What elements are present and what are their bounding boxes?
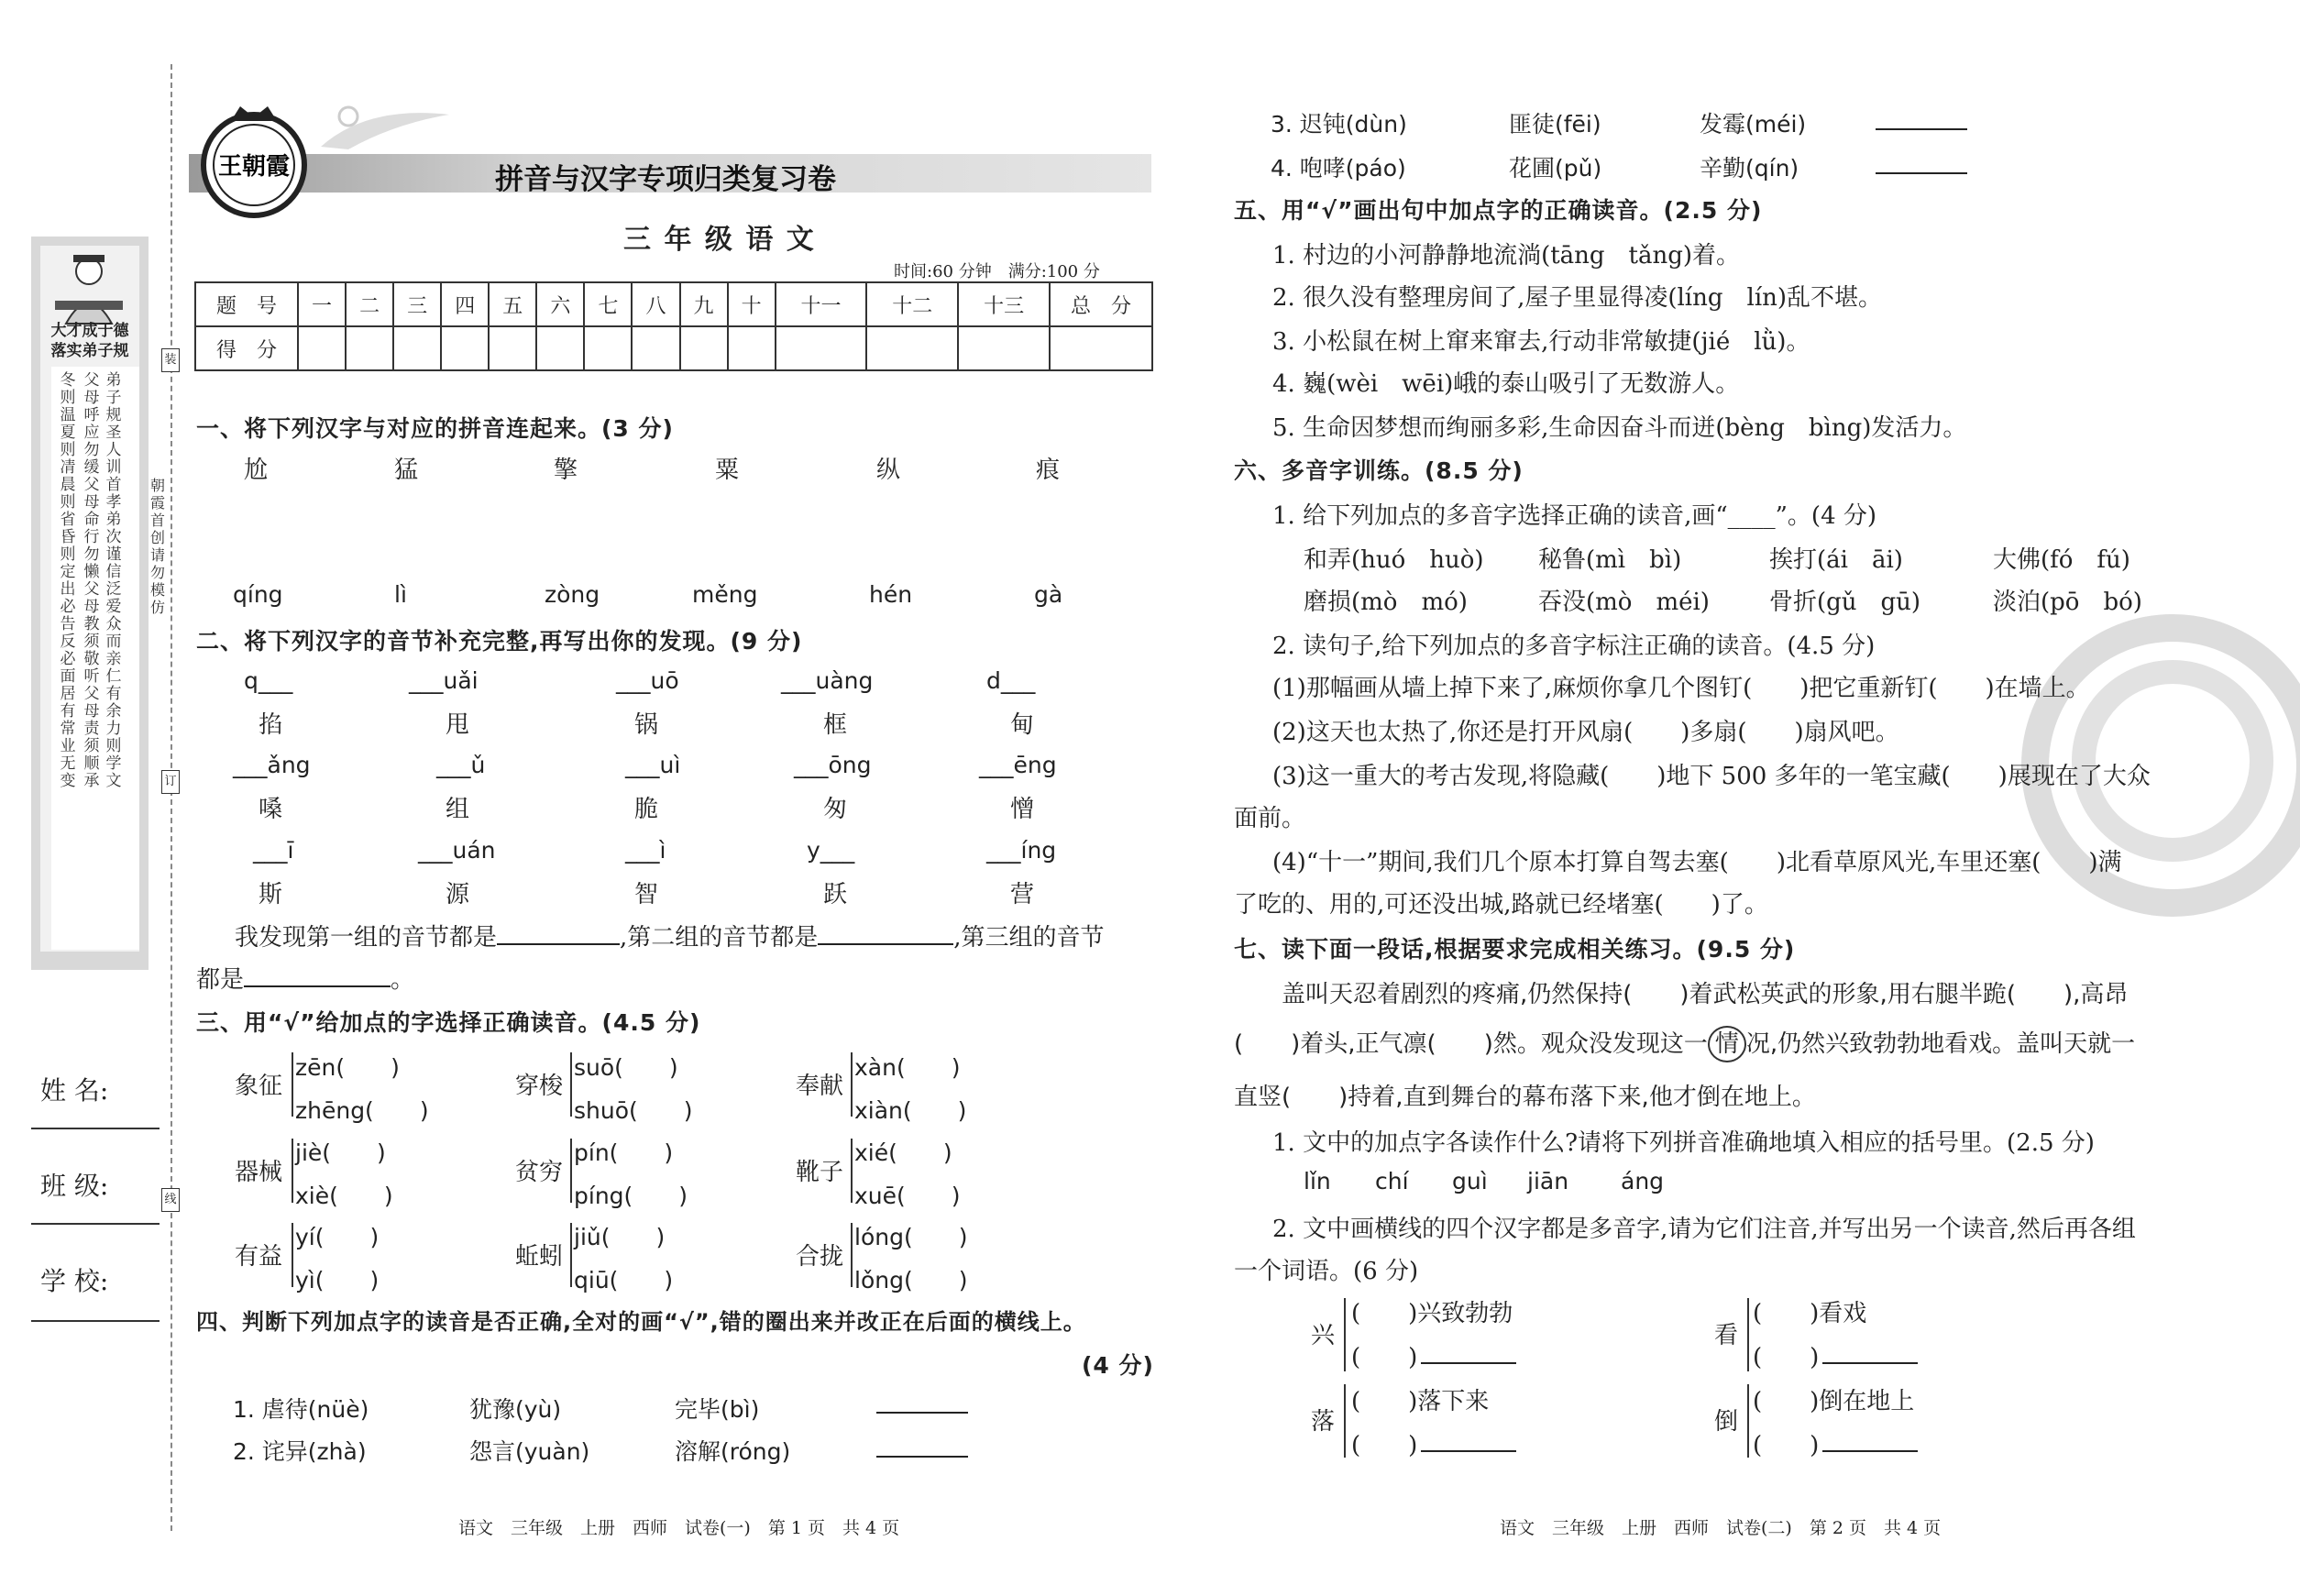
s3-option[interactable]: yì( )	[295, 1267, 380, 1293]
s3-option[interactable]: jiǔ( )	[574, 1224, 666, 1250]
score-header-cell: 五	[489, 282, 536, 326]
s4-item: 1. 虐待(nüè)	[233, 1396, 369, 1423]
s7-question-1: 1. 文中的加点字各读作什么?请将下列拼音准确地填入相应的括号里。(2.5 分)	[1272, 1129, 2095, 1157]
name-label: 姓 名:	[40, 1075, 109, 1106]
s2-finding-text: ,第二组的音节都是	[620, 924, 819, 952]
s7-pinyin: chí	[1375, 1168, 1409, 1194]
s2-char: 智	[634, 881, 659, 908]
s7-word-blank[interactable]	[1421, 1362, 1516, 1364]
score-row-label: 得 分	[195, 326, 298, 370]
s7-pinyin: jiān	[1527, 1168, 1569, 1194]
s7-polyphone-char: 落	[1311, 1408, 1336, 1436]
copyright-note: 朝霞首创 请勿模仿	[150, 477, 181, 616]
section-4-title: 四、判断下列加点字的读音是否正确,全对的画“√”,错的圈出来并改正在后面的横线上。	[196, 1309, 1086, 1335]
s2-syllable[interactable]: ___uì	[625, 752, 681, 778]
s3-word: 靴子	[796, 1159, 844, 1186]
s3-brace	[851, 1223, 853, 1287]
rules-table	[51, 367, 139, 950]
s2-finding-line	[235, 919, 1105, 952]
s3-option[interactable]: yí( )	[295, 1224, 380, 1250]
section-3-title: 三、用“√”给加点的字选择正确读音。(4.5 分)	[196, 1009, 701, 1036]
s7-brace	[1344, 1384, 1346, 1458]
s3-word: 贫穷	[515, 1159, 564, 1186]
s3-word-text: 象征	[235, 1073, 283, 1100]
score-header-cell: 四	[441, 282, 489, 326]
s2-syllable[interactable]: ___ǎng	[233, 752, 311, 778]
score-input-cell[interactable]	[346, 326, 393, 370]
s3-brace	[570, 1223, 572, 1287]
s7-answer[interactable]: ( )落下来	[1351, 1388, 1490, 1415]
s3-option[interactable]: suō( )	[574, 1054, 678, 1081]
motto-line-1: 大才成于德	[50, 322, 129, 340]
s6-question-1: 1. 给下列加点的多音字选择正确的读音,画“____”。(4 分)	[1272, 502, 1877, 530]
s2-syllable[interactable]: q___	[244, 667, 293, 694]
s7-answer[interactable]: ( )	[1753, 1344, 1820, 1371]
score-input-cell[interactable]	[298, 326, 346, 370]
s7-passage[interactable]: 盖叫天忍着剧烈的疼痛,仍然保持( )着武松英武的形象,用右腿半跪( ),高昂	[1282, 981, 2129, 1008]
s2-finding-text: ,第三组的音节	[953, 924, 1105, 952]
s3-brace	[851, 1052, 853, 1117]
class-line[interactable]	[31, 1223, 160, 1225]
s4-item: 发霉(méi)	[1700, 111, 1807, 138]
s4-item: 匪徒(fēi)	[1509, 111, 1601, 138]
s7-brace	[1747, 1384, 1749, 1458]
s7-brace	[1344, 1298, 1346, 1371]
footer-page-2: 语文 三年级 上册 西师 试卷(二) 第 2 页 共 4 页	[1500, 1518, 1942, 1538]
s6-word[interactable]: 挨打(ái āi)	[1769, 546, 1903, 574]
s7-passage-text: ( )着头,正气凛( )然。观众没发现这一	[1234, 1030, 1708, 1058]
s4-item: 犹豫(yù)	[469, 1396, 562, 1423]
s7-question-2: 2. 文中画横线的四个汉字都是多音字,请为它们注音,并写出另一个读音,然后再各组	[1272, 1216, 2136, 1243]
s4-item: 4. 咆哮(páo)	[1271, 155, 1406, 182]
s2-char: 匆	[823, 796, 848, 823]
s2-syllable[interactable]: ___uán	[418, 837, 496, 864]
section-5-title: 五、用“√”画出句中加点字的正确读音。(2.5 分)	[1234, 197, 1763, 224]
s7-pinyin: lǐn	[1304, 1168, 1331, 1194]
s3-word-text: 穿梭	[515, 1073, 564, 1100]
score-input-cell[interactable]	[489, 326, 536, 370]
score-input-cell[interactable]	[866, 326, 958, 370]
s6-word[interactable]: 大佛(fó fú)	[1993, 546, 2130, 574]
s3-option[interactable]: xàn( )	[854, 1054, 961, 1081]
s7-passage-line-2[interactable]	[1234, 1025, 2135, 1062]
s3-word: 合拢	[796, 1243, 844, 1271]
s4-answer-blank[interactable]	[876, 1456, 968, 1458]
s7-answer[interactable]: ( )兴致勃勃	[1351, 1300, 1513, 1327]
s3-brace	[292, 1223, 293, 1287]
s2-char: 框	[823, 711, 848, 739]
s2-syllable[interactable]: ___ì	[625, 837, 666, 864]
s3-option[interactable]: shuō( )	[574, 1097, 693, 1124]
s3-option[interactable]: lóng( )	[854, 1224, 968, 1250]
s4-item: 完毕(bì)	[675, 1396, 760, 1423]
s1-char: 纵	[876, 457, 901, 484]
score-header-cell: 七	[584, 282, 632, 326]
s6-word[interactable]: 和弄(huó huò)	[1304, 546, 1484, 574]
score-table-header-row	[195, 282, 1152, 326]
subtitle: 三 年 级 语 文	[623, 224, 816, 256]
s7-polyphone-char: 看	[1714, 1322, 1739, 1349]
s2-char: 嗓	[259, 796, 283, 823]
s2-char: 组	[446, 796, 470, 823]
s6-word[interactable]: 磨损(mò mó)	[1304, 589, 1468, 616]
seal-mark-2: 订	[161, 770, 180, 794]
binding-line	[171, 64, 172, 1531]
s4-item: 花圃(pǔ)	[1509, 155, 1602, 182]
s4-answer-blank[interactable]	[1876, 128, 1967, 130]
s7-brace	[1747, 1298, 1749, 1371]
s1-pinyin: hén	[869, 581, 913, 608]
s2-char: 甩	[446, 711, 470, 739]
score-header-cell: 九	[680, 282, 728, 326]
s2-answer-blank[interactable]	[244, 985, 391, 987]
s3-word: 有益	[235, 1243, 283, 1271]
s4-answer-blank[interactable]	[1876, 172, 1967, 174]
s1-pinyin: gà	[1034, 581, 1063, 608]
s2-char: 斯	[259, 881, 283, 908]
ribbon-decoration-icon	[312, 96, 458, 151]
s3-brace	[292, 1052, 293, 1117]
motto-line-2: 落实弟子规	[50, 342, 129, 360]
s4-item: 怨言(yuàn)	[469, 1438, 590, 1465]
s3-option[interactable]: xuē( )	[854, 1183, 961, 1209]
seal-mark-1: 装	[161, 348, 180, 372]
s5-line: 5. 生命因梦想而绚丽多彩,生命因奋斗而迸(bèng bìng)发活力。	[1272, 414, 1967, 442]
school-label: 学 校:	[40, 1266, 109, 1296]
score-header-cell: 三	[393, 282, 441, 326]
s6-sentence[interactable]: (4)“十一”期间,我们几个原本打算自驾去塞( )北看草原风光,车里还塞( )满	[1272, 849, 2122, 876]
s3-option[interactable]: zēn( )	[295, 1054, 400, 1081]
s3-word	[796, 1067, 843, 1101]
score-header-cell: 八	[632, 282, 679, 326]
s7-passage-text: 况,仍然兴致勃勃地看戏。盖叫天就一	[1745, 1030, 2136, 1058]
s2-finding-text: 。	[391, 966, 415, 994]
s1-pinyin: qíng	[233, 581, 283, 608]
score-input-cell[interactable]	[632, 326, 679, 370]
s3-brace	[570, 1052, 572, 1117]
s2-syllable[interactable]: d___	[986, 667, 1036, 694]
s7-word-blank[interactable]	[1822, 1362, 1918, 1364]
s3-option[interactable]: xiàn( )	[854, 1097, 967, 1124]
score-header-cell: 六	[536, 282, 584, 326]
s2-char: 甸	[1010, 711, 1035, 739]
s6-sentence-cont[interactable]: 了吃的、用的,可还没出城,路就已经堵塞( )了。	[1234, 891, 1768, 919]
s2-char: 脆	[634, 796, 659, 823]
s6-word[interactable]: 淡泊(pō bó)	[1993, 589, 2142, 616]
s6-word[interactable]: 骨折(gǔ gū)	[1769, 589, 1921, 616]
s7-answer[interactable]: ( )	[1753, 1432, 1820, 1459]
s2-syllable[interactable]: y___	[807, 837, 855, 864]
s7-answer[interactable]: ( )	[1351, 1432, 1418, 1459]
s5-line: 3. 小松鼠在树上窜来窜去,行动非常敏捷(jié lǜ)。	[1272, 328, 1810, 356]
s7-answer[interactable]: ( )看戏	[1753, 1300, 1867, 1327]
score-input-cell[interactable]	[584, 326, 632, 370]
s1-char: 痕	[1036, 457, 1061, 484]
score-input-cell[interactable]	[680, 326, 728, 370]
s2-char: 锅	[634, 711, 659, 739]
s2-char: 源	[446, 881, 470, 908]
s1-pinyin: zòng	[545, 581, 600, 608]
s2-syllable[interactable]: ___íng	[986, 837, 1057, 864]
score-header-cell: 总 分	[1050, 282, 1152, 326]
s3-brace	[292, 1139, 293, 1203]
s1-char: 擎	[554, 457, 578, 484]
s2-syllable[interactable]: ___ǔ	[436, 752, 486, 778]
s6-sentence-cont: 面前。	[1234, 805, 1306, 832]
s6-sentence[interactable]: (3)这一重大的考古发现,将隐藏( )地下 500 多年的一笔宝藏( )展现在了大众	[1272, 763, 2151, 790]
s3-option[interactable]: qiū( )	[574, 1267, 674, 1293]
score-header-cell: 题 号	[195, 282, 298, 326]
s2-finding-text: 我发现第一组的音节都是	[235, 924, 498, 952]
section-1-title: 一、将下列汉字与对应的拼音连起来。(3 分)	[196, 415, 674, 442]
s2-syllable[interactable]: ___ī	[253, 837, 294, 864]
s7-answer[interactable]: ( )倒在地上	[1753, 1388, 1915, 1415]
s2-syllable[interactable]: ___uàng	[781, 667, 874, 694]
s2-answer-blank[interactable]	[818, 943, 953, 945]
s2-syllable[interactable]: ___ōng	[794, 752, 872, 778]
s7-word-blank[interactable]	[1822, 1450, 1918, 1452]
s4-answer-blank[interactable]	[876, 1412, 968, 1414]
s7-word-blank[interactable]	[1421, 1450, 1516, 1452]
logo-text: 王朝霞	[217, 153, 291, 181]
section-6-title: 六、多音字训练。(8.5 分)	[1234, 457, 1524, 484]
s3-option[interactable]: lǒng( )	[854, 1267, 968, 1293]
rules-column-1: 弟子规圣人训首孝弟次谨信泛爱众而亲仁有余力则学文	[105, 371, 122, 790]
s2-answer-blank[interactable]	[497, 943, 620, 945]
section-4-score: (4 分)	[1082, 1352, 1154, 1379]
score-header-cell: 二	[346, 282, 393, 326]
s2-finding-line-2	[196, 961, 414, 995]
s2-char: 憎	[1010, 796, 1035, 823]
s2-syllable[interactable]: ___uō	[616, 667, 679, 694]
circled-char: 情	[1708, 1026, 1746, 1062]
s2-syllable[interactable]: ___ēng	[979, 752, 1057, 778]
s3-option[interactable]: xié( )	[854, 1139, 952, 1166]
s3-word	[515, 1067, 563, 1101]
s4-item: 3. 迟钝(dùn)	[1271, 111, 1407, 138]
score-table	[194, 281, 1153, 371]
score-header-cell: 十三	[958, 282, 1050, 326]
s3-option[interactable]: jiè( )	[295, 1139, 386, 1166]
s5-line: 1. 村边的小河静静地流淌(tāng tǎng)着。	[1272, 242, 1741, 270]
s6-sentence[interactable]: (1)那幅画从墙上掉下来了,麻烦你拿几个图钉( )把它重新钉( )在墙上。	[1272, 675, 2090, 702]
s4-item: 辛勤(qín)	[1700, 155, 1799, 182]
s3-word-text: 奉献	[796, 1073, 844, 1100]
school-line[interactable]	[31, 1320, 160, 1322]
s6-word[interactable]: 秘鲁(mì bì)	[1538, 546, 1682, 574]
footer-page-1: 语文 三年级 上册 西师 试卷(一) 第 1 页 共 4 页	[458, 1518, 900, 1538]
s4-item: 溶解(róng)	[675, 1438, 791, 1465]
s3-option[interactable]: zhēng( )	[295, 1097, 429, 1124]
score-input-cell[interactable]	[776, 326, 867, 370]
s1-pinyin: lì	[394, 581, 407, 608]
s2-char: 掐	[259, 711, 283, 739]
score-input-cell[interactable]	[1050, 326, 1152, 370]
s3-word	[235, 1067, 282, 1101]
s1-char: 猛	[394, 457, 419, 484]
brand-logo	[194, 101, 314, 220]
s3-option[interactable]: xiè( )	[295, 1183, 393, 1209]
section-7-title: 七、读下面一段话,根据要求完成相关练习。(9.5 分)	[1234, 936, 1796, 963]
s2-char: 跃	[823, 881, 848, 908]
scholar-figure-icon	[48, 246, 130, 328]
s4-item: 2. 诧异(zhà)	[233, 1438, 367, 1465]
rules-column-3: 冬则温夏则凊晨则省昏则定出必告反必面居有常业无变	[60, 371, 76, 790]
s3-word: 蚯蚓	[515, 1243, 564, 1271]
s3-option[interactable]: pín( )	[574, 1139, 674, 1166]
s7-polyphone-char: 倒	[1714, 1408, 1739, 1436]
s7-pinyin: guì	[1452, 1168, 1488, 1194]
s3-brace	[570, 1139, 572, 1203]
class-label: 班 级:	[40, 1171, 109, 1201]
seal-mark-3: 线	[161, 1188, 180, 1212]
s3-option[interactable]: píng( )	[574, 1183, 688, 1209]
score-input-cell[interactable]	[958, 326, 1050, 370]
score-header-cell: 十一	[776, 282, 867, 326]
s1-pinyin: měng	[692, 581, 758, 608]
s2-char: 营	[1010, 881, 1035, 908]
score-header-cell: 十二	[866, 282, 958, 326]
s6-sentence[interactable]: (2)这天也太热了,你还是打开风扇( )多扇( )扇风吧。	[1272, 719, 1899, 746]
time-info: 时间:60 分钟 满分:100 分	[894, 262, 1100, 281]
score-header-cell: 一	[298, 282, 346, 326]
score-table-score-row	[195, 326, 1152, 370]
s6-word[interactable]: 吞没(mò méi)	[1538, 589, 1710, 616]
page-title: 拼音与汉字专项归类复习卷	[495, 163, 836, 196]
s7-passage-line-3[interactable]: 直竖( )持着,直到舞台的幕布落下来,他才倒在地上。	[1234, 1084, 1816, 1111]
s7-answer[interactable]: ( )	[1351, 1344, 1418, 1371]
s7-question-2-cont: 一个词语。(6 分)	[1234, 1258, 1419, 1285]
section-2-title: 二、将下列汉字的音节补充完整,再写出你的发现。(9 分)	[196, 628, 803, 655]
s1-char: 粟	[715, 457, 740, 484]
s1-char: 尬	[244, 457, 269, 484]
s5-line: 2. 很久没有整理房间了,屋子里显得凌(líng lín)乱不堪。	[1272, 284, 1883, 312]
s5-line: 4. 巍(wèi wēi)峨的泰山吸引了无数游人。	[1272, 370, 1740, 398]
s3-brace	[851, 1139, 853, 1203]
score-input-cell[interactable]	[536, 326, 584, 370]
name-line[interactable]	[31, 1128, 160, 1129]
s6-question-2: 2. 读句子,给下列加点的多音字标注正确的读音。(4.5 分)	[1272, 633, 1876, 660]
rules-column-2: 父母呼应勿缓父母命行勿懒父母教须敬听父母责须顺承	[83, 371, 100, 790]
s7-polyphone-char: 兴	[1311, 1322, 1336, 1349]
s2-syllable[interactable]: ___uǎi	[409, 667, 479, 694]
score-input-cell[interactable]	[393, 326, 441, 370]
score-header-cell: 十	[728, 282, 776, 326]
s2-finding-text: 都是	[196, 966, 245, 994]
score-input-cell[interactable]	[441, 326, 489, 370]
s3-word: 器械	[235, 1159, 283, 1186]
score-input-cell[interactable]	[728, 326, 776, 370]
s7-pinyin: áng	[1621, 1168, 1665, 1194]
